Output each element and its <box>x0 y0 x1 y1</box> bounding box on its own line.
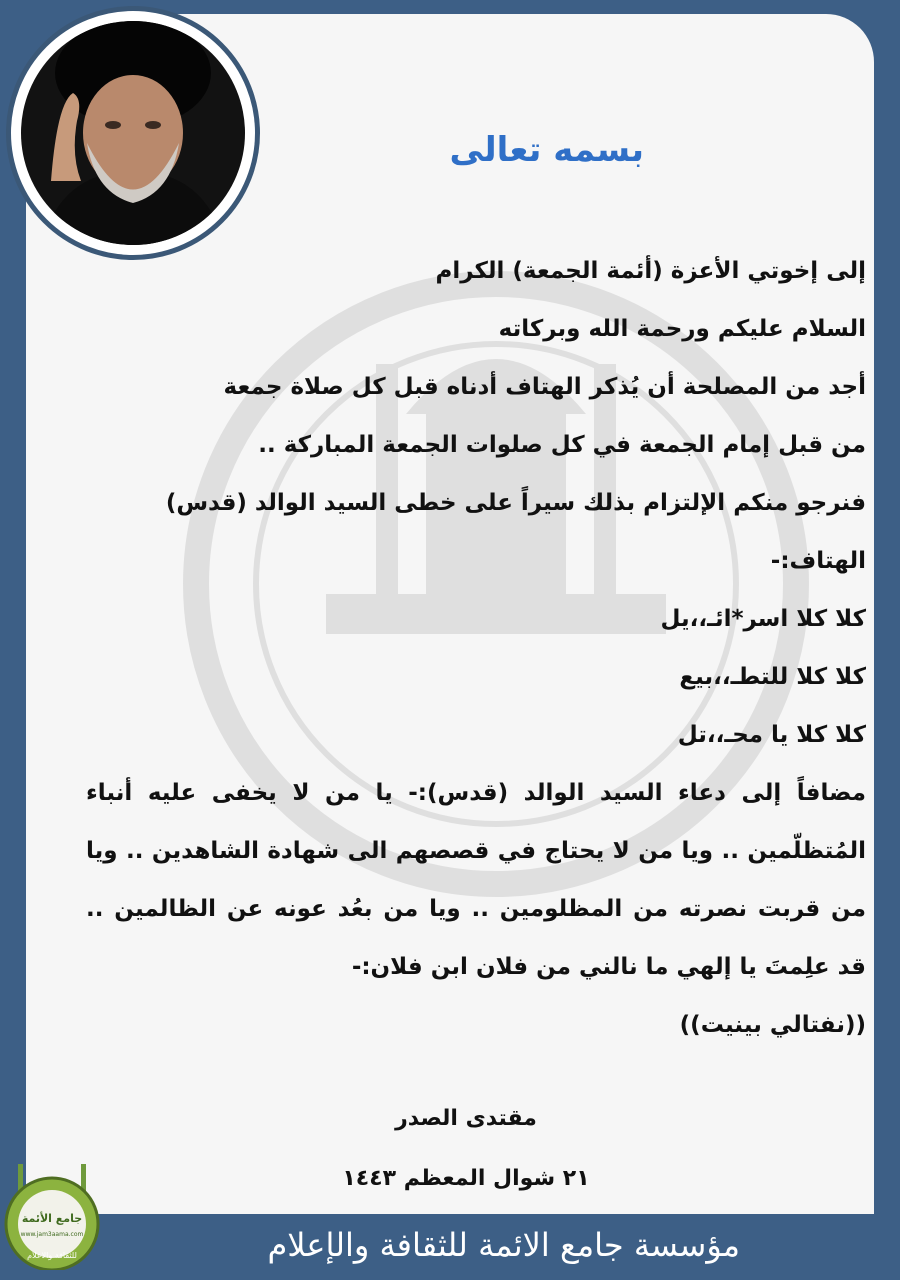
letter-line: السلام عليكم ورحمة الله وبركاته <box>498 316 866 342</box>
closing-line: ((نفتالي بينيت)) <box>679 1012 866 1038</box>
portrait-photo-icon <box>21 21 245 245</box>
signature-name: مقتدى الصدر <box>395 1106 537 1131</box>
chant-line: كلا كلا يا محـ،،تل <box>677 722 866 748</box>
footer-institution: مؤسسة جامع الائمة للثقافة والإعلام <box>267 1226 740 1264</box>
signature-date: ٢١ شوال المعظم ١٤٤٣ <box>342 1166 590 1191</box>
letter-line: فنرجو منكم الإلتزام بذلك سيراً على خطى السيد الوالد (قدس) <box>165 490 866 516</box>
letter-body <box>86 242 866 1054</box>
logo-url: www.jam3aama.com <box>20 1231 84 1238</box>
letter-heading: بسمه تعالى <box>449 130 644 170</box>
letter-line: أجد من المصلحة أن يُذكر الهتاف أدناه قبل كل صلاة جمعة <box>223 374 866 400</box>
letter-line: الهتاف:- <box>770 548 866 574</box>
letter-line: من قبل إمام الجمعة في كل صلوات الجمعة المباركة .. <box>258 432 866 458</box>
dua-paragraph: مضافاً إلى دعاء السيد الوالد (قدس):- يا من لا يخفى عليه أنباء المُتظلّمين .. ويا من لا يحتاج في قصصهم الى شهادة الشاهدين .. ويا من قربت نصرته من المظلومين .. ويا من بعُد عونه عن الظالمين .. قد علِمتَ يا إلهي ما نالني من فلان ابن فلان:- <box>86 780 866 980</box>
letter-line: إلى إخوتي الأعزة (أئمة الجمعة) الكرام <box>435 258 866 284</box>
logo-subtitle: للثقافة والاعلام <box>27 1251 77 1260</box>
author-portrait <box>6 6 260 260</box>
institution-logo-icon <box>0 1152 104 1270</box>
footer-bar <box>0 1214 900 1280</box>
chant-line: كلا كلا للتطـ،،بيع <box>679 664 866 690</box>
chant-line: كلا كلا اسر*ائـ،،يل <box>660 606 866 632</box>
logo-title: جامع الأئمة <box>21 1212 83 1225</box>
